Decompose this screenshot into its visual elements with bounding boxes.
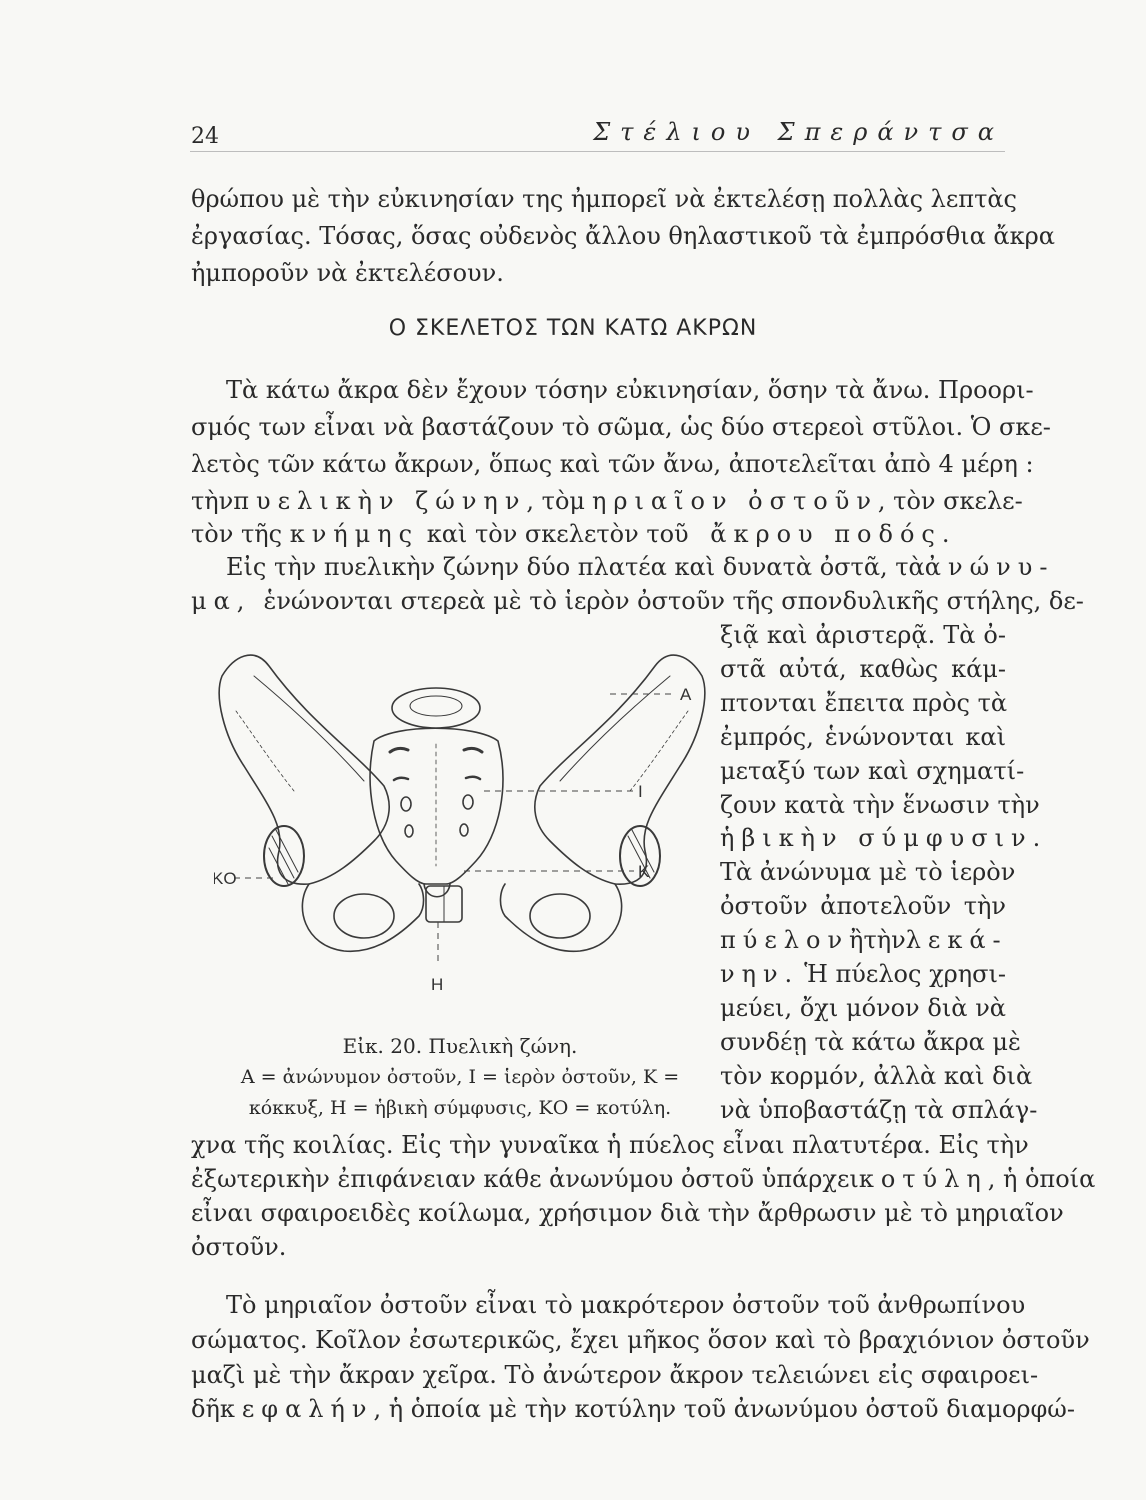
text-run: ἢ [849, 926, 864, 954]
term-innominate: ἀνώνυ- [924, 553, 1055, 581]
side-line: ζουν κατὰ τὴν ἕνωσιν τὴν [720, 791, 1040, 819]
figure-caption-line: κόκκυξ, Η = ἡβικὴ σύμφυσις, ΚΟ = κοτύλη. [248, 1097, 672, 1119]
side-line: ὀστοῦν ἀποτελοῦν τὴν [720, 892, 1006, 920]
page-number: 24 [191, 124, 219, 149]
text-run: τὴν [191, 487, 234, 515]
side-line: συνδέῃ τὰ κάτω ἄκρα μὲ [720, 1028, 1021, 1056]
figure-caption-title: Εἰκ. 20. Πυελικὴ ζώνη. [342, 1034, 578, 1058]
term-acetabulum: κοτύλη [858, 1165, 988, 1193]
text-run: ἑνώνονται στερεὰ μὲ τὸ ἱερὸν ὀστοῦν τῆς σπονδυλικῆς στήλης, δε- [263, 587, 1084, 615]
side-line: νὰ ὑποβαστάζῃ τὰ σπλάγ- [720, 1096, 1038, 1124]
paragraph-line [191, 1164, 1096, 1194]
side-line [720, 959, 1006, 989]
paragraph-line [191, 486, 1023, 516]
paragraph-line [191, 586, 1084, 616]
running-head: Στέλιου Σπεράντσα [593, 118, 1004, 146]
paragraph-line [191, 519, 956, 549]
text-run: , τὸ [526, 487, 570, 515]
term-head: κεφαλήν [219, 1395, 374, 1423]
paragraph-line: ὀστοῦν. [191, 1233, 287, 1261]
side-line: ξιᾷ καὶ ἀριστερᾷ. Τὰ ὀ- [720, 621, 1006, 649]
label-a: A [680, 685, 692, 704]
paragraph-line: σώματος. Κοῖλον ἐσωτερικῶς, ἔχει μῆκος ὅσον καὶ τὸ βραχιόνιον ὀστοῦν [191, 1326, 1090, 1354]
paragraph-line [191, 1394, 1075, 1424]
text-run: καὶ τὸν σκελετὸν τοῦ [426, 520, 689, 548]
label-i: I [638, 782, 643, 801]
term-pelvis: πύελον [720, 926, 850, 954]
side-line [720, 925, 1006, 955]
pelvis-drawing [214, 616, 710, 1008]
term-innominate-cont: μα, [191, 587, 252, 615]
label-h: H [431, 975, 444, 994]
side-line: μεύει, ὄχι μόνον διὰ νὰ [720, 994, 1006, 1022]
text-run: , τὸν σκελε- [877, 487, 1023, 515]
intro-line: θρώπου μὲ τὴν εὐκινησίαν της ἠμπορεῖ νὰ ἐκτελέσῃ πολλὰς λεπτὰς [191, 185, 1017, 213]
section-heading: Ο ΣΚΕΛΕΤΟΣ ΤΩΝ ΚΑΤΩ ΑΚΡΩΝ [388, 316, 758, 341]
term-femur: μηριαῖον ὀστοῦν [569, 487, 878, 515]
paragraph-line: εἶναι σφαιροειδὲς κοίλωμα, χρήσιμον διὰ τὴν ἄρθρωσιν μὲ τὸ μηριαῖον [191, 1199, 1064, 1227]
side-line: στᾶ αὐτά, καθὼς κάμ- [720, 655, 1006, 683]
text-run: ἐξωτερικὴν ἐπιφάνειαν κάθε ἀνωνύμου ὀστοῦ ὑπάρχει [191, 1165, 859, 1193]
side-line: πτονται ἔπειτα πρὸς τὰ [720, 689, 1008, 717]
side-line: τὸν κορμόν, ἀλλὰ καὶ διὰ [720, 1062, 1033, 1090]
figure-caption-line: Α = ἀνώνυμον ὀστοῦν, Ι = ἱερὸν ὀστοῦν, Κ = [240, 1066, 680, 1088]
term-tibia: κνήμης [289, 520, 420, 548]
paragraph-line: λετὸς τῶν κάτω ἄκρων, ὅπως καὶ τῶν ἄνω, ἀποτελεῖται ἀπὸ 4 μέρη : [191, 450, 1034, 478]
paragraph-line: Τὰ κάτω ἄκρα δὲν ἔχουν τόσην εὐκινησίαν, ὅσην τὰ ἄνω. Προορι- [226, 376, 1034, 404]
term-basin: λεκά- [905, 926, 1008, 954]
label-k: K [638, 862, 650, 881]
intro-line: ἐργασίας. Τόσας, ὅσας οὐδενὸς ἄλλου θηλαστικοῦ τὰ ἐμπρόσθια ἄκρα [191, 222, 1055, 250]
side-line: μεταξύ των καὶ σχηματί- [720, 757, 1025, 785]
term-pubic-symphysis: ἡβικὴν σύμφυσιν. [720, 824, 1048, 852]
term-basin-cont: νην. [720, 960, 800, 988]
term-foot: ἄκρου ποδός. [710, 520, 957, 548]
text-run: , ἡ ὁποία [987, 1165, 1096, 1193]
paragraph-line [226, 552, 1055, 582]
pelvis-figure [214, 616, 710, 1008]
paragraph-line: μαζὶ μὲ τὴν ἄκραν χεῖρα. Τὸ ἀνώτερον ἄκρον τελειώνει εἰς σφαιροει- [191, 1361, 1039, 1389]
text-run: τὴν [863, 926, 906, 954]
term-pelvic-girdle: πυελικὴν ζώνην [233, 487, 527, 515]
header-rule [190, 151, 1005, 152]
sacrum-promontory [392, 688, 480, 728]
text-run: τὸν τῆς [191, 520, 283, 548]
paragraph-line: Τὸ μηριαῖον ὀστοῦν εἶναι τὸ μακρότερον ὀστοῦν τοῦ ἀνθρωπίνου [226, 1291, 1026, 1319]
label-ko: KO [214, 869, 237, 888]
side-line: Τὰ ἀνώνυμα μὲ τὸ ἱερὸν [720, 858, 1016, 886]
paragraph-line: χνα τῆς κοιλίας. Εἰς τὴν γυναῖκα ἡ πύελος εἶναι πλατυτέρα. Εἰς τὴν [191, 1131, 1029, 1159]
text-run: Εἰς τὴν πυελικὴν ζώνην δύο πλατέα καὶ δυνατὰ ὀστᾶ, τὰ [226, 553, 925, 581]
text-run: Ἡ πύελος χρησι- [804, 960, 1006, 988]
paragraph-line: σμός των εἶναι νὰ βαστάζουν τὸ σῶμα, ὡς δύο στερεοὶ στῦλοι. Ὁ σκε- [191, 413, 1051, 441]
intro-line: ἠμποροῦν νὰ ἐκτελέσουν. [191, 259, 504, 287]
text-run: δῆ [191, 1395, 220, 1423]
side-line: ἐμπρός, ἑνώνονται καὶ [720, 723, 1006, 751]
text-run: , ἡ ὁποία μὲ τὴν κοτύλην τοῦ ἀνωνύμου ὀστοῦ διαμορφώ- [373, 1395, 1075, 1423]
